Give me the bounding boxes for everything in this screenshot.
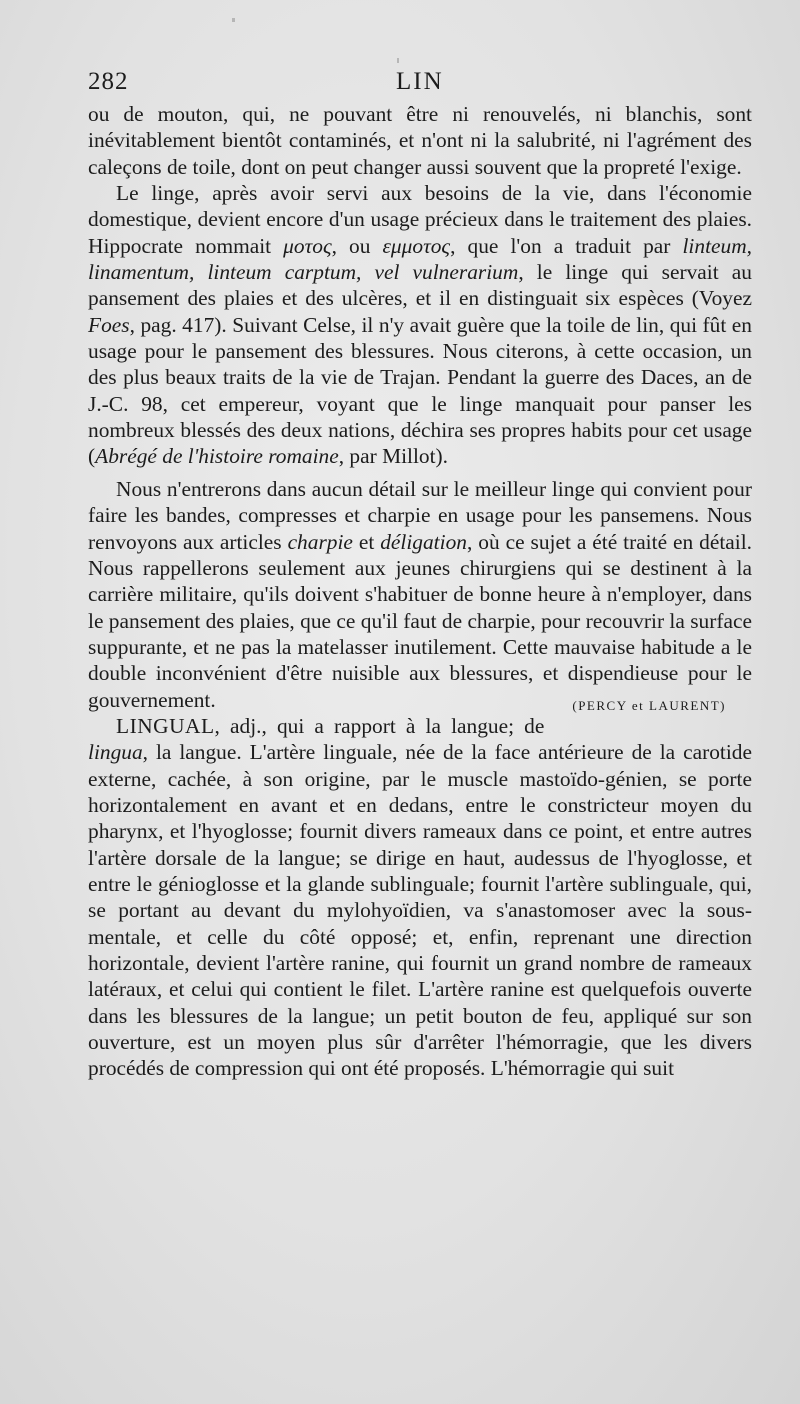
running-head: LIN [396, 68, 444, 95]
greek-term: εμμοτος [382, 233, 451, 258]
reference-title: Abrégé de l'histoire romaine [95, 444, 339, 469]
paragraph-linge-usage: Le linge, après avoir servi aux besoins de la vie, dans l'économie domestique, devient encore d'un usage précieux dans le traitement des plaies. Hippocrate nommait μοτος, ou εμμοτος, que l'on a traduit par linteum, linamentum, linteum carptum, vel vulnerarium, le linge qui servait au pansement des plaies et des ulcères, et il en distinguait six espèces (Voyez Foes, pag. 417). Suivant Celse, il n'y avait guère que la toile de lin, qui fût en usage pour le pansement des blessures. Nous citerons, à cette occasion, un des plus beaux traits de la vie de Trajan. Pendant la guerre des Daces, an de J.-C. 98, cet empereur, voyant que le linge manquait pour panser les nombreux blessés des deux nations, déchira ses propres habits pour cet usage (Abrégé de l'histoire romaine, par Millot). [88, 181, 752, 469]
latin-terms: linteum, linamentum, linteum carptum, vel vulnerarium [88, 233, 752, 285]
page-header [88, 68, 752, 100]
ink-speck [232, 18, 235, 22]
paragraph-lingual-entry: LINGUAL, adj., qui a rapport à la langue; de lingua, la langue. L'artère linguale, née de la face antérieure de la carotide externe, cachée, à son origine, par le muscle mastoïdo-génien, se porte horizontalement en avant et en dedans, entre le constricteur moyen du pharynx, et l'hyoglosse; fournit divers rameaux dans ce point, et entre autres l'artère dorsale de la langue; se dirige en haut, audessus de l'hyoglosse, et entre le génioglosse et la glande sublinguale; fournit l'artère sublinguale, qui, se portant au devant du mylohyoïdien, va s'anastomoser avec la sous-mentale, et celle du côté opposé; et, enfin, reprenant une direction horizontale, devient l'artère ranine, qui fournit un grand nombre de rameaux latéraux, et celui qui contient le filet. L'artère ranine est quelquefois ouverte dans les blessures de la langue; un petit bouton de feu, appliqué sur son ouverture, est un moyen plus sûr d'arrêter l'hémorragie, que les divers procédés de compression qui ont été proposés. L'hémorragie qui suit [88, 713, 752, 1081]
reference-author: Foes [88, 312, 130, 337]
paragraph-pansemens: Nous n'entrerons dans aucun détail sur le meilleur linge qui convient pour faire les bandes, compresses et charpie en usage pour les pansemens. Nous renvoyons aux articles charpie et déligation, où ce sujet a été traité en détail. Nous rappellerons seulement aux jeunes chirurgiens qui se destinent à la carrière militaire, qu'ils doivent s'habituer de bonne heure à n'employer, dans le pansement des plaies, que ce qu'il faut de charpie, pour recouvrir la surface suppurante, et ne pas la matelasser inutilement. Cette mauvaise habitude a le double inconvénient d'être nuisible aux blessures, et dispendieuse pour le gouvernement. (PERCY et LAURENT) [88, 476, 752, 713]
article-reference: déligation [380, 529, 467, 554]
paragraph-continuation: ou de mouton, qui, ne pouvant être ni renouvelés, ni blanchis, sont inévitablement bientôt contaminés, et n'ont ni la salubrité, ni l'agrément des caleçons de toile, dont on peut changer aussi souvent que la propreté l'exige. [88, 102, 752, 179]
ink-speck [397, 58, 399, 63]
author-signature: (PERCY et LAURENT) [572, 697, 726, 713]
greek-term: μοτος [283, 233, 332, 258]
entry-headword: LINGUAL [116, 713, 215, 738]
article-reference: charpie [287, 529, 353, 554]
latin-etymon: lingua [88, 740, 143, 765]
page-number: 282 [88, 68, 129, 95]
text-body [88, 101, 752, 1082]
